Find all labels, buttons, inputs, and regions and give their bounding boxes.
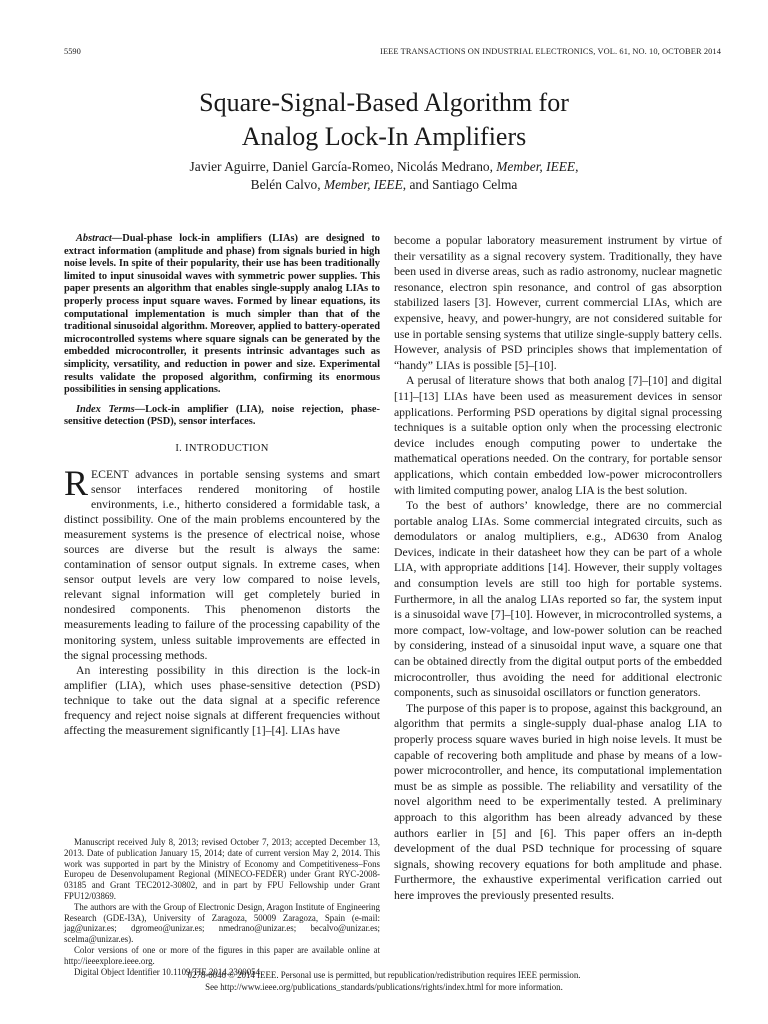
authors-line-1	[0, 158, 768, 176]
index-terms-text: Lock-in amplifier (LIA), noise rejection, phase-sensitive detection (PSD), sensor interfaces.	[64, 403, 380, 428]
footnote-manuscript: Manuscript received July 8, 2013; revised October 7, 2013; accepted December 13, 2013. Date of publication January 15, 2014; date of current version May 2, 2014. This work was supported in part by the Ministry of Economy and Competitiveness–Fons Europeu de Desenvolupament Regional (MINECO-FEDER) under Grant RYC-2008-03185 and Grant TEC2012-30802, and in part by FPU Fellowship under Grant FPU12/03869.	[64, 837, 380, 901]
footnote-block	[64, 837, 380, 977]
paper-title	[0, 86, 768, 154]
right-paragraph-2: A perusal of literature shows that both analog [7]–[10] and digital [11]–[13] LIAs have been used as measurement devices in sensor applications. Performing PSD operations by digital signal processing techniques is a suitable option only when the processing electronic device includes enough computing power to undertake the mathematical operations needed. On the contrary, for portable sensor applications, which contain embedded low-power microcontrollers with limited computing power, analog LIA is the best solution.	[394, 374, 722, 497]
page-number: 5590	[64, 47, 81, 56]
abstract-text: Dual-phase lock-in amplifiers (LIAs) are designed to extract information (amplitude and phase) from signals buried in high noise levels. In spite of their popularity, their use has been traditionally limited to input sinusoidal waves with symmetric power supplies. This paper presents an algorithm that enables single-supply analog LIAs to properly process input square waves. Formed by linear equations, its computational implementation is much simpler than that of the traditional sinusoidal algorithm. Moreover, applied to battery-operated microcontrolled systems where square signals can be generated by the embedded microcontroller, it presents intrinsic advantages such as simplicity, versatility, and reduction in power and size. Experimental results validate the proposed algorithm, confirming its enormous possibilities in sensing applications.	[64, 233, 380, 396]
intro-paragraph-1	[64, 462, 380, 663]
dropcap-letter: R	[64, 462, 89, 503]
right-paragraph-1: become a popular laboratory measurement instrument by virtue of their versatility as a signal recovery system. Traditionally, they have been used in diverse areas, such as radio astronomy, nuclear magnetic resonance, electron spin resonance, and control of gas absorption stabilized lasers [3]. However, current commercial LIAs, which are expensive, heavy, and power-hungry, are not considered suitable for use in portable sensing systems that utilize single-supply battery cells. However, analysis of PSD principles shows that implementation of “handy” LIAs is possible [5]–[10].	[394, 234, 722, 372]
intro-paragraph-2: An interesting possibility in this direction is the lock-in amplifier (LIA), which uses phase-sensitive detection (PSD) technique to take out the data signal at a specific reference frequency and reject noise signals at different frequencies without affecting the measurement significantly [1]–[4]. LIAs have	[64, 663, 380, 738]
left-column	[64, 233, 380, 738]
authors-names-2: Belén Calvo,	[250, 177, 324, 192]
running-header: IEEE TRANSACTIONS ON INDUSTRIAL ELECTRONICS, VOL. 61, NO. 10, OCTOBER 2014	[380, 47, 721, 56]
author-list	[0, 158, 768, 194]
title-line-1: Square-Signal-Based Algorithm for	[199, 88, 569, 117]
abstract-label: Abstract—	[76, 233, 123, 244]
right-paragraph-3: To the best of authors’ knowledge, there are no commercial portable analog LIAs. Some commercial integrated circuits, such as demodulators or analog multipliers, e.g., AD630 from Analog Devices, indicate in their datasheet how they can be part of a whole LIA, with appropriate additions [14]. However, their supply voltages and consumption levels are still too high for portable systems. Furthermore, in all the analog LIAs reported so far, the system input is a sinusoidal wave [7]–[10]. However, in microcontrolled systems, a more compact, low-voltage, and low-power solution can be reached by considering, instead of a sinusoidal input wave, a square one that can be obtained directly from the digital output ports of the embedded microcontroller, thus avoiding the need for additional electronic components, such as sinusoidal oscillators or function generators.	[394, 499, 722, 700]
copyright-notice	[0, 970, 768, 994]
copyright-line-1: 0278-0046 © 2014 IEEE. Personal use is permitted, but republication/redistribution requires IEEE permission.	[187, 970, 581, 980]
authors-names-3: , and Santiago Celma	[402, 177, 518, 192]
right-column	[394, 233, 722, 904]
footnote-doi: Digital Object Identifier 10.1109/TIE.2014.2300054	[74, 966, 261, 977]
authors-line-2	[0, 176, 768, 194]
intro-paragraph-1-text: ECENT advances in portable sensing systems and smart sensor interfaces rendered monitoring of hostile environments, i.e., hitherto considered a formidable task, a distinct possibility. One of the main problems encountered by the measurement systems is the presence of electrical noise, whose sources are diverse but the result is always the same: contamination of sensor output signals. In extreme cases, when sensor output levels are very low compared to noise levels, relevant signal information will get completely buried in nondesired components. This phenomenon distorts the measurements leading to failure of the processing capability of the monitoring system, unless suitable improvements are effected in the signal processing methods.	[64, 467, 380, 662]
right-paragraph-4: The purpose of this paper is to propose, against this background, an algorithm that permits a single-supply dual-phase analog LIA to properly process square waves buried in high noise levels. It must be capable of recovering both amplitude and phase by means of a low-power microcontroller, and hence, its computational implementation must be as simple as possible. The reliability and versatility of the novel algorithm need to be experimentally tested. A preliminary approach to this algorithm has been already advanced by these authors earlier in [5] and [6]. This paper offers an in-depth development of the dual PSD technique for processing of square signals, showing recovery equations for both amplitude and phase. Furthermore, the exhaustive experimental verification carried out here improves the previously presented results.	[394, 701, 722, 902]
footnote-color: Color versions of one or more of the figures in this paper are available online at http://ieeexplore.ieee.org.	[64, 944, 380, 966]
section-heading-introduction: I. INTRODUCTION	[175, 442, 269, 454]
authors-sep-1: ,	[575, 159, 579, 174]
title-line-2: Analog Lock-In Amplifiers	[241, 122, 527, 151]
footnote-affiliation: The authors are with the Group of Electronic Design, Aragon Institute of Engineering Research (GDE-I3A), University of Zaragoza, 50009 Zaragoza, Spain (e-mail: jag@unizar.es; dgromeo@unizar.es; nmedrano@unizar.es; becalvo@unizar.es; scelma@unizar.es).	[64, 901, 380, 945]
member-label-2: Member, IEEE	[323, 177, 403, 192]
authors-names-1: Javier Aguirre, Daniel García-Romeo, Nicolás Medrano,	[189, 159, 497, 174]
abstract	[64, 233, 380, 397]
copyright-line-2: See http://www.ieee.org/publications_standards/publications/rights/index.html for more information.	[205, 981, 563, 992]
member-label-1: Member, IEEE	[496, 159, 576, 174]
index-terms	[64, 404, 380, 429]
index-terms-label: Index Terms—	[76, 403, 146, 415]
